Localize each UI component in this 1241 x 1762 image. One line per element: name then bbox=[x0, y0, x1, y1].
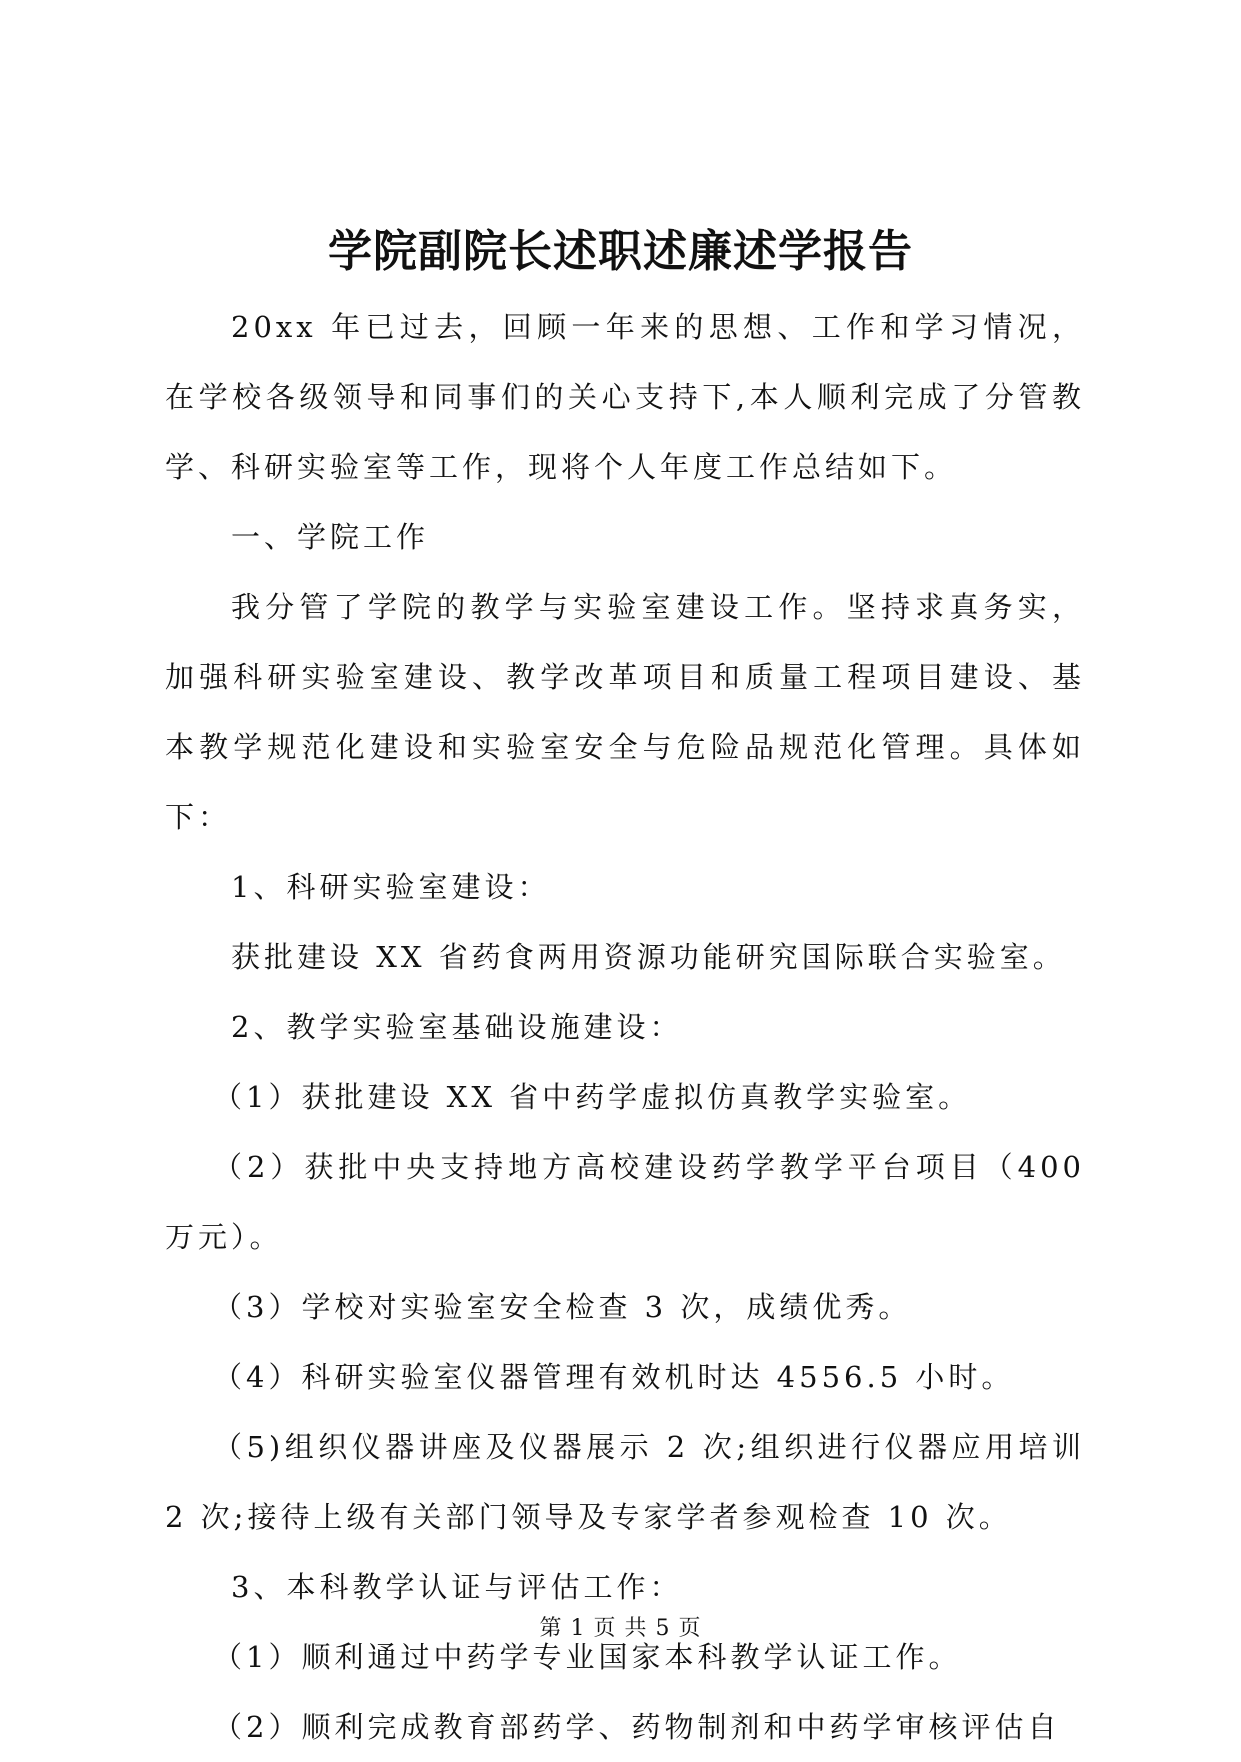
list-item-teaching-lab-5: （5)组织仪器讲座及仪器展示 2 次;组织进行仪器应用培训 2 次;接待上级有关部门领导及专家学者参观检查 10 次。 bbox=[165, 1430, 1085, 1534]
list-item-certification-1: （1）顺利通过中药学专业国家本科教学认证工作。 bbox=[213, 1640, 962, 1674]
list-item-teaching-lab-3: （3）学校对实验室安全检查 3 次，成绩优秀。 bbox=[213, 1290, 912, 1324]
list-item-teaching-lab-2: （2）获批中央支持地方高校建设药学教学平台项目（400万元）。 bbox=[165, 1150, 1085, 1254]
paragraph-intro: 20xx 年已过去，回顾一年来的思想、工作和学习情况，在学校各级领导和同事们的关心支持下,本人顺利完成了分管教学、科研实验室等工作，现将个人年度工作总结如下。 bbox=[165, 310, 1085, 484]
document-title: 学院副院长述职述廉述学报告 bbox=[328, 226, 913, 277]
paragraph-overview: 我分管了学院的教学与实验室建设工作。坚持求真务实，加强科研实验室建设、教学改革项目和质量工程项目建设、基本教学规范化建设和实验室安全与危险品规范化管理。具体如下： bbox=[165, 590, 1085, 834]
page-number-footer: 第 1 页 共 5 页 bbox=[539, 1616, 702, 1641]
list-item-teaching-lab-1: （1）获批建设 XX 省中药学虚拟仿真教学实验室。 bbox=[213, 1080, 972, 1114]
item-heading-teaching-lab: 2、教学实验室基础设施建设： bbox=[231, 1010, 683, 1044]
list-item-teaching-lab-4: （4）科研实验室仪器管理有效机时达 4556.5 小时。 bbox=[213, 1360, 1015, 1394]
section-heading-college-work: 一、学院工作 bbox=[231, 520, 430, 554]
item-heading-research-lab: 1、科研实验室建设： bbox=[231, 870, 551, 904]
document-body bbox=[165, 292, 1085, 1762]
paragraph-research-lab: 获批建设 XX 省药食两用资源功能研究国际联合实验室。 bbox=[231, 940, 1066, 974]
item-heading-certification: 3、本科教学认证与评估工作： bbox=[231, 1570, 683, 1604]
list-item-certification-2: （2）顺利完成教育部药学、药物制剂和中药学审核评估自 bbox=[213, 1710, 1061, 1744]
